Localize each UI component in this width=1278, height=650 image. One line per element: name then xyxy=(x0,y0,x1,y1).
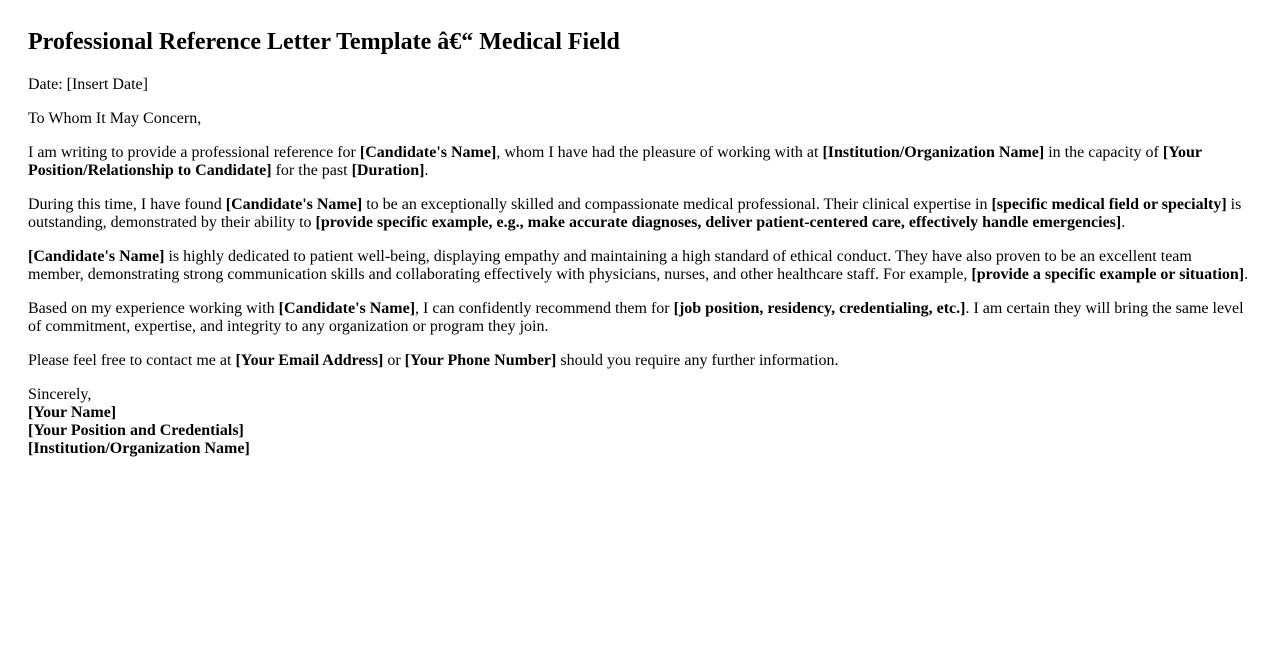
placeholder-candidate-name: [Candidate's Name] xyxy=(278,300,416,317)
paragraph-contact xyxy=(28,352,1250,370)
paragraph-text: Please feel free to contact me at xyxy=(28,352,236,369)
paragraph-expertise xyxy=(28,196,1250,232)
page-title: Professional Reference Letter Template â€“ Medical Field xyxy=(28,29,620,55)
paragraph-text: is highly dedicated to patient well-being, displaying empathy and maintaining a high standard of ethical conduct. They have also proven to be an excellent team member, demonstrating strong communication skills and collaborating effectively with physicians, nurses, and other healthcare staff. For example, xyxy=(28,248,1192,283)
paragraph-text: Based on my experience working with xyxy=(28,300,279,317)
paragraph-dedication xyxy=(28,248,1250,284)
paragraph-text: , I can confidently recommend them for xyxy=(415,300,674,317)
placeholder-specialty: [specific medical field or specialty] xyxy=(991,196,1227,213)
paragraph-text: . I am certain they will bring the same level of commitment, expertise, and integrity to any organization or program they join. xyxy=(28,300,1244,335)
date-line: Date: [Insert Date] xyxy=(28,76,148,93)
paragraph-recommendation xyxy=(28,300,1250,336)
placeholder-phone: [Your Phone Number] xyxy=(404,352,557,369)
placeholder-candidate-name: [Candidate's Name] xyxy=(225,196,363,213)
signature-closing: Sincerely, xyxy=(28,386,92,403)
paragraph-text: or xyxy=(383,352,405,369)
paragraph-text: , whom I have had the pleasure of working with at xyxy=(496,144,823,161)
signature-position: [Your Position and Credentials] xyxy=(28,422,244,439)
placeholder-candidate-name: [Candidate's Name] xyxy=(359,144,497,161)
paragraph-text: During this time, I have found xyxy=(28,196,226,213)
placeholder-specific-example: [provide specific example, e.g., make accurate diagnoses, deliver patient-centered care, effectively handle emergencies] xyxy=(315,214,1122,231)
paragraph-text: should you require any further information. xyxy=(556,352,839,369)
placeholder-institution-name: [Institution/Organization Name] xyxy=(822,144,1045,161)
placeholder-duration: [Duration] xyxy=(351,162,425,179)
placeholder-candidate-name: [Candidate's Name] xyxy=(28,248,165,265)
placeholder-situation-example: [provide a specific example or situation] xyxy=(971,266,1245,283)
placeholder-relationship: [Your Position/Relationship to Candidate] xyxy=(28,144,1202,179)
paragraph-text: is outstanding, demonstrated by their ability to xyxy=(28,196,1242,231)
paragraph-intro xyxy=(28,144,1250,180)
paragraph-text: for the past xyxy=(271,162,352,179)
signature-name: [Your Name] xyxy=(28,404,117,421)
signature-institution: [Institution/Organization Name] xyxy=(28,440,250,457)
paragraph-text: to be an exceptionally skilled and compassionate medical professional. Their clinical expertise in xyxy=(362,196,992,213)
paragraph-text: . xyxy=(1244,266,1249,283)
paragraph-text: . xyxy=(424,162,429,179)
paragraph-text: in the capacity of xyxy=(1044,144,1163,161)
salutation: To Whom It May Concern, xyxy=(28,110,202,127)
paragraph-text: I am writing to provide a professional reference for xyxy=(28,144,360,161)
paragraph-text: . xyxy=(1121,214,1126,231)
signature-block xyxy=(28,386,1250,458)
placeholder-email: [Your Email Address] xyxy=(235,352,384,369)
placeholder-job-position: [job position, residency, credentialing, etc.] xyxy=(673,300,966,317)
